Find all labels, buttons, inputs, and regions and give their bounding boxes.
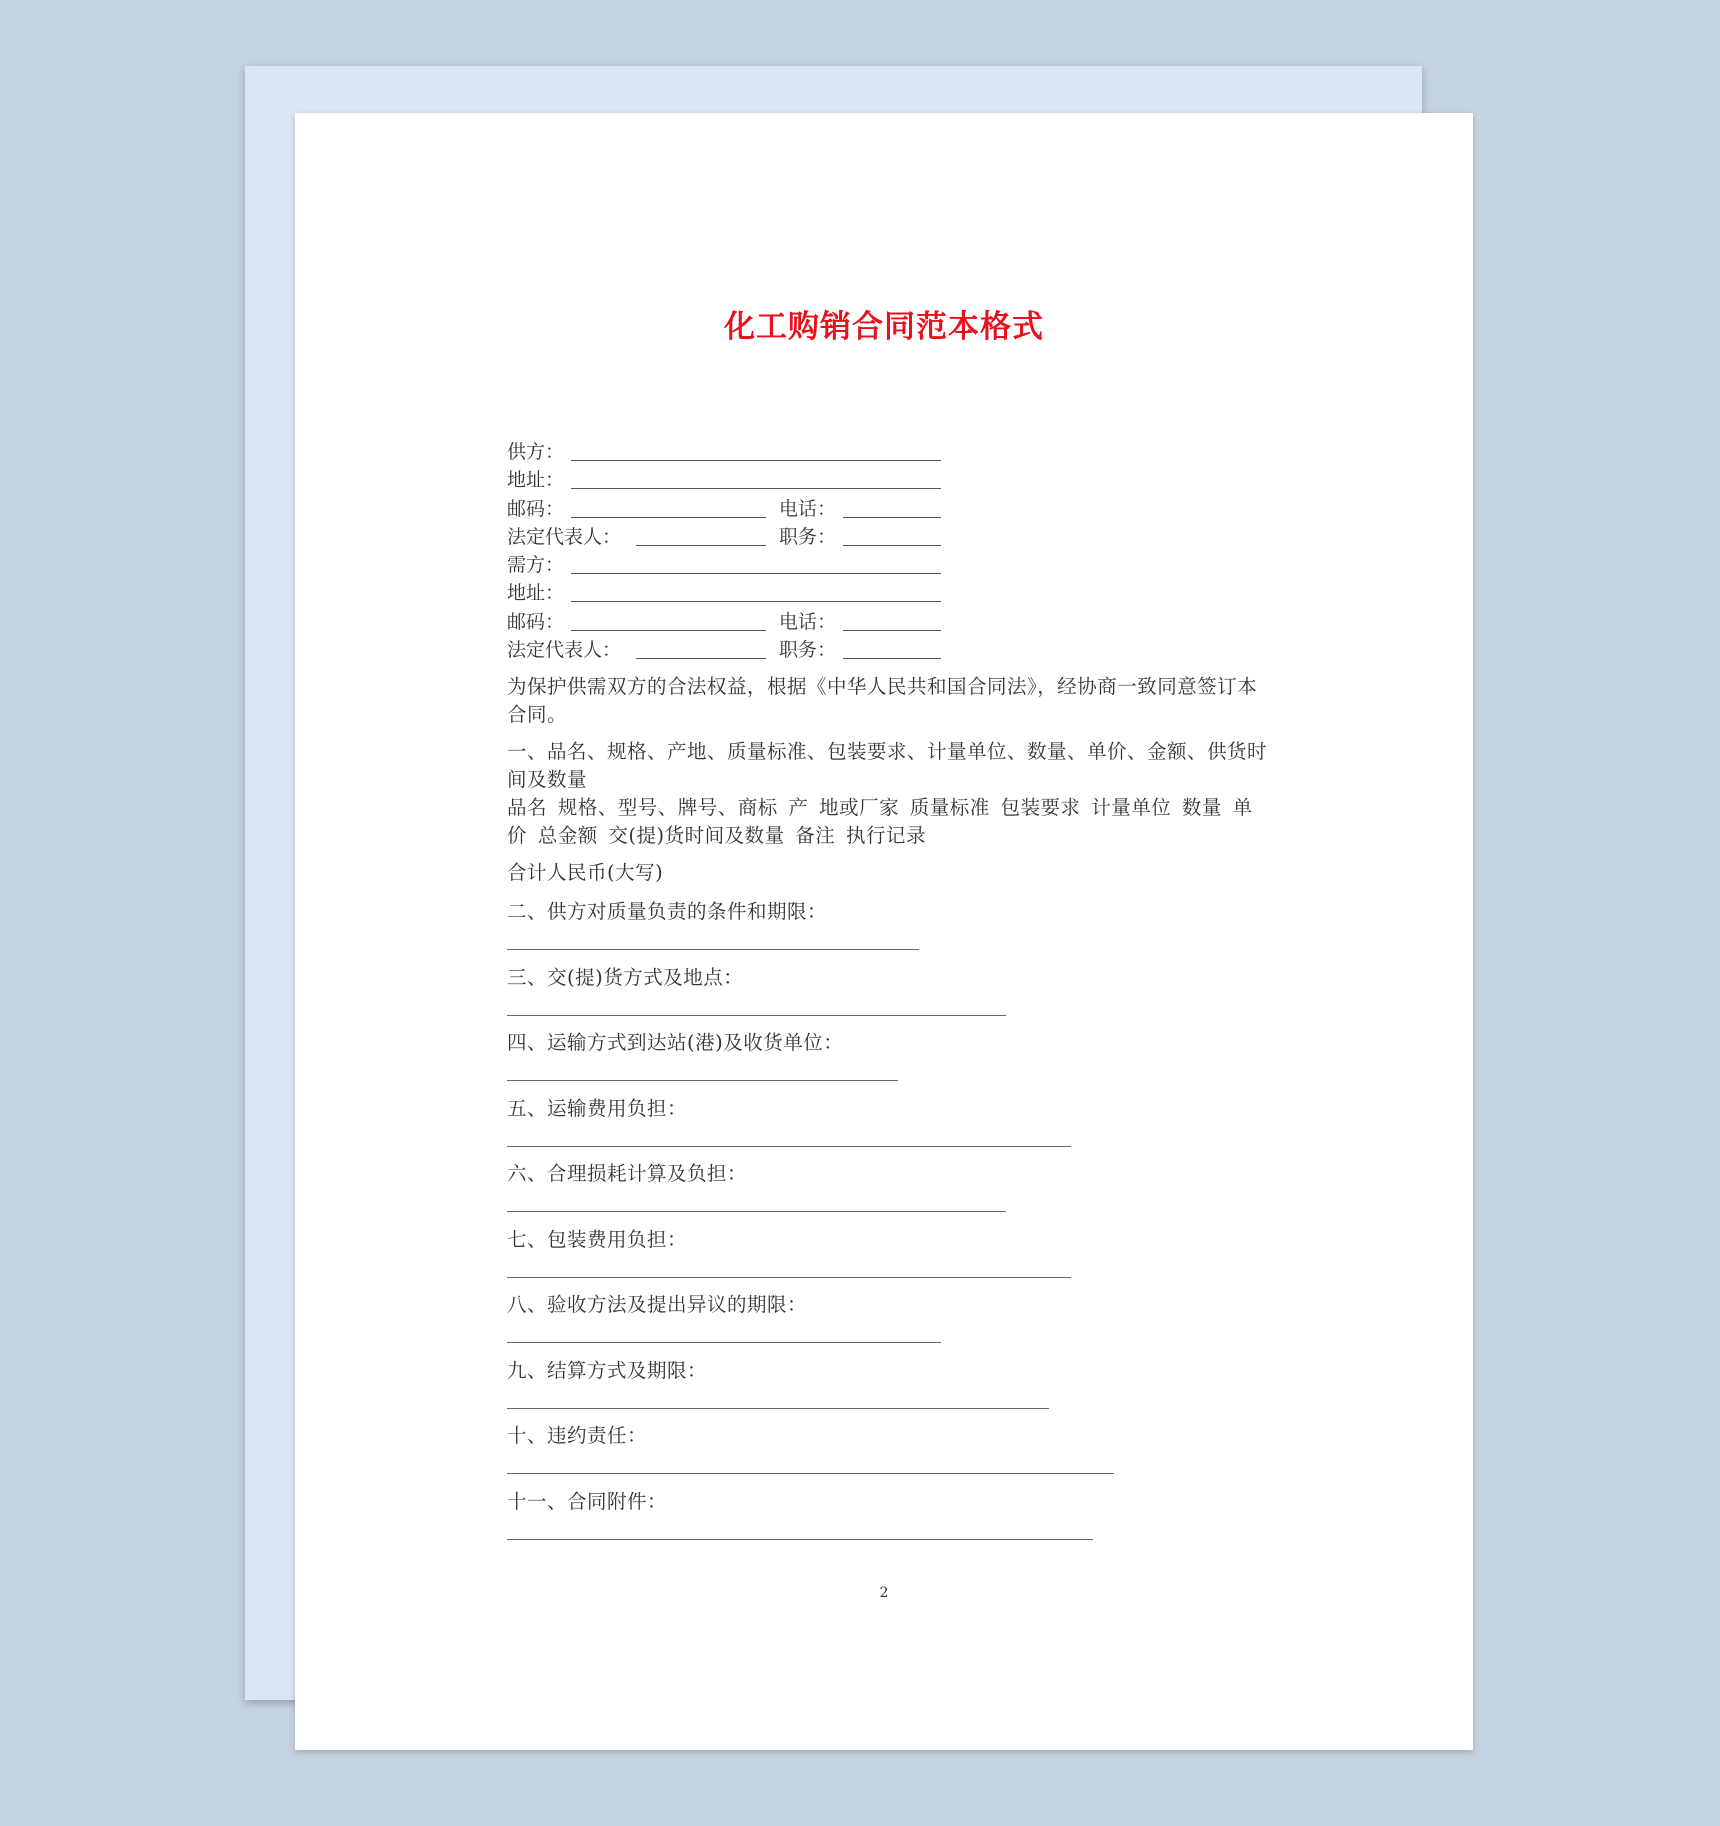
blank-line[interactable] [507,949,919,950]
section-11: 十一、合同附件： [507,1490,668,1513]
blank-field[interactable] [571,488,941,489]
blank-field[interactable] [843,658,941,659]
section-8: 八、验收方法及提出异议的期限： [507,1293,808,1316]
section-10: 十、违约责任： [507,1424,648,1447]
blank-field[interactable] [843,630,941,631]
label: 需方： [507,554,565,576]
supplier-address-row [507,468,564,492]
blank-field[interactable] [843,545,941,546]
label: 职务： [779,639,837,661]
blank-field[interactable] [843,517,941,518]
blank-field[interactable] [571,517,766,518]
document-page [295,113,1473,1750]
blank-field[interactable] [571,573,941,574]
supplier-row [507,440,564,464]
total-line: 合计人民币(大写) [507,861,664,884]
section-6: 六、合理损耗计算及负担： [507,1162,748,1185]
blank-line[interactable] [507,1539,1093,1540]
blank-field[interactable] [571,630,766,631]
blank-field[interactable] [571,460,941,461]
document-title: 化工购销合同范本格式 [724,309,1044,345]
blank-line[interactable] [507,1015,1006,1016]
buyer-address-row [507,581,564,605]
label: 地址： [507,469,565,491]
section-4: 四、运输方式到达站(港)及收货单位： [507,1031,844,1054]
label: 邮码： [507,611,565,633]
blank-field[interactable] [571,601,941,602]
supplier-rep-row [507,525,837,549]
clause-1: 一、品名、规格、产地、质量标准、包装要求、计量单位、数量、单价、金额、供货时间及数量 [507,740,1268,791]
blank-line[interactable] [507,1473,1114,1474]
supplier-postcode-row [507,497,837,521]
section-7: 七、包装费用负担： [507,1228,688,1251]
page-number: 2 [879,1585,889,1601]
blank-line[interactable] [507,1277,1071,1278]
blank-line[interactable] [507,1408,1049,1409]
label: 邮码： [507,498,565,520]
section-9: 九、结算方式及期限： [507,1359,708,1382]
label: 电话： [779,498,837,520]
label: 供方： [507,441,565,463]
section-5: 五、运输费用负担： [507,1097,688,1120]
section-3: 三、交(提)货方式及地点： [507,966,744,989]
blank-line[interactable] [507,1146,1071,1147]
blank-line[interactable] [507,1211,1006,1212]
clause-1-columns: 品名 规格、型号、牌号、商标 产 地或厂家 质量标准 包装要求 计量单位 数量 单价 总金额 交(提)货时间及数量 备注 执行记录 [507,796,1253,847]
label: 电话： [779,611,837,633]
blank-line[interactable] [507,1342,941,1343]
blank-field[interactable] [636,658,766,659]
buyer-postcode-row [507,610,837,634]
blank-line[interactable] [507,1080,898,1081]
intro-paragraph: 为保护供需双方的合法权益，根据《中华人民共和国合同法》，经协商一致同意签订本合同。 [507,675,1258,726]
label: 法定代表人： [507,639,622,661]
buyer-row [507,553,564,577]
blank-field[interactable] [636,545,766,546]
label: 职务： [779,526,837,548]
label: 地址： [507,582,565,604]
label: 法定代表人： [507,526,622,548]
buyer-rep-row [507,638,837,662]
section-2: 二、供方对质量负责的条件和期限： [507,900,828,923]
